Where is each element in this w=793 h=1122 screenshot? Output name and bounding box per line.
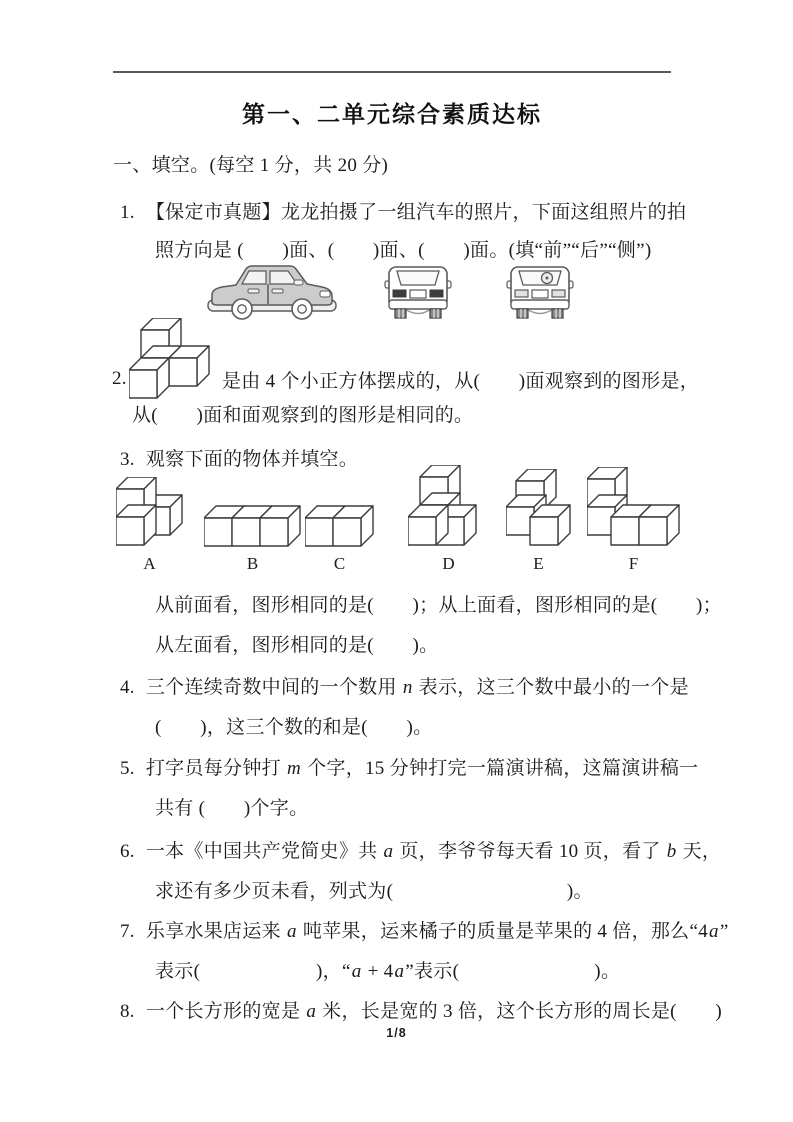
- question-7-text-2: 吨苹果，运来橘子的质量是苹果的 4 倍，那么“4: [297, 921, 709, 942]
- question-5-line-2: 共有 ( )个字。: [155, 798, 309, 819]
- question-6-line-1: [120, 836, 721, 863]
- variable-a: a: [306, 1001, 317, 1022]
- cube-figure-f-icon: [587, 467, 681, 547]
- question-7-number: 7.: [120, 921, 135, 942]
- cube-figure-f: [586, 458, 682, 574]
- car-front-view-icon: [506, 263, 574, 321]
- question-2-line-2: 从( )面和面观察到的图形是相同的。: [132, 405, 474, 426]
- question-5-text-2: 个字，15 分钟打完一篇演讲稿，这篇演讲稿一: [302, 758, 699, 779]
- question-4-line-1: [120, 672, 689, 699]
- question-7-text: 乐享水果店运来: [145, 921, 287, 942]
- question-4-text-2: 表示，这三个数中最小的一个是: [413, 677, 689, 698]
- cube-figure-c: [302, 458, 378, 574]
- question-8-text: 一个长方形的宽是: [145, 1001, 306, 1022]
- question-2-number: 2.: [112, 368, 127, 389]
- question-4-text: 三个连续奇数中间的一个数用: [145, 677, 402, 698]
- question-8-text-2: 米，长是宽的 3 倍，这个长方形的周长是( ): [317, 1001, 723, 1022]
- question-1-line-2: 照方向是 ( )面、( )面、( )面。(填“前”“后”“侧”): [155, 240, 652, 261]
- figure-label-e: E: [533, 554, 545, 573]
- variable-a: a: [351, 961, 362, 982]
- question-5-line-1: [120, 753, 698, 780]
- cube-figure-e: [496, 458, 582, 574]
- question-6-text: 一本《中国共产党简史》共: [145, 841, 383, 862]
- cube-figure-b-icon: [204, 505, 302, 547]
- variable-n: n: [402, 677, 413, 698]
- figure-label-d: D: [442, 554, 456, 573]
- cube-figure-b: [203, 458, 303, 574]
- variable-m: m: [287, 758, 302, 779]
- question-8-line-1: [120, 996, 722, 1023]
- variable-b: b: [666, 841, 677, 862]
- question-1-text: 【保定市真题】龙龙拍摄了一组汽车的照片，下面这组照片的拍: [145, 202, 687, 223]
- question-1-line-1: [120, 197, 686, 224]
- variable-a: a: [709, 921, 719, 942]
- question-5-text: 打字员每分钟打: [145, 758, 287, 779]
- question-7-line-1: [120, 916, 729, 943]
- question-7-line-2: [155, 956, 620, 983]
- variable-a: a: [394, 961, 405, 982]
- variable-a: a: [383, 841, 394, 862]
- question-7-text-3: ”: [719, 921, 729, 942]
- question-3-text: 观察下面的物体并填空。: [145, 449, 359, 470]
- car-side-view-icon: [206, 259, 338, 321]
- question-5-number: 5.: [120, 758, 135, 779]
- page-title: 第一、二单元综合素质达标: [242, 101, 542, 127]
- cube-figure-a: [108, 458, 192, 574]
- figure-label-c: C: [333, 554, 347, 573]
- question-7-text-4: 表示( )，“: [155, 961, 351, 982]
- question-6-text-2: 页，李爷爷每天看 10 页，看了: [394, 841, 666, 862]
- cube-figure-e-icon: [506, 469, 572, 547]
- question-3-line-2: 从前面看，图形相同的是( )；从上面看，图形相同的是( )；: [155, 595, 722, 616]
- cube-figure-q2-icon: [129, 318, 211, 400]
- question-3-line-3: 从左面看，图形相同的是( )。: [155, 635, 439, 656]
- variable-a: a: [287, 921, 297, 942]
- question-8-number: 8.: [120, 1001, 135, 1022]
- question-6-line-2: 求还有多少页未看，列式为( )。: [155, 881, 593, 902]
- question-4-number: 4.: [120, 677, 135, 698]
- figure-label-b: B: [246, 554, 260, 573]
- figure-label-f: F: [628, 554, 640, 573]
- question-7-text-6: ”表示( )。: [405, 961, 621, 982]
- cube-figure-d-icon: [408, 465, 490, 547]
- figure-label-a: A: [143, 554, 157, 573]
- cube-figure-d: [406, 452, 492, 574]
- question-1-number: 1.: [120, 202, 135, 223]
- question-3-number: 3.: [120, 449, 135, 470]
- question-7-text-5: + 4: [362, 961, 394, 982]
- car-rear-view-icon: [384, 263, 452, 321]
- page-number: 1/8: [386, 1026, 407, 1040]
- question-2-line-1: 是由 4 个小正方体摆成的，从( )面观察到的图形是，: [222, 371, 700, 392]
- question-6-number: 6.: [120, 841, 135, 862]
- question-4-line-2: ( )，这三个数的和是( )。: [155, 717, 433, 738]
- cube-figure-c-icon: [305, 505, 375, 547]
- header-rule: [113, 71, 671, 73]
- question-6-text-3: 天，: [677, 841, 722, 862]
- cube-figure-a-icon: [116, 477, 184, 547]
- section-heading: 一、填空。(每空 1 分，共 20 分): [113, 155, 389, 176]
